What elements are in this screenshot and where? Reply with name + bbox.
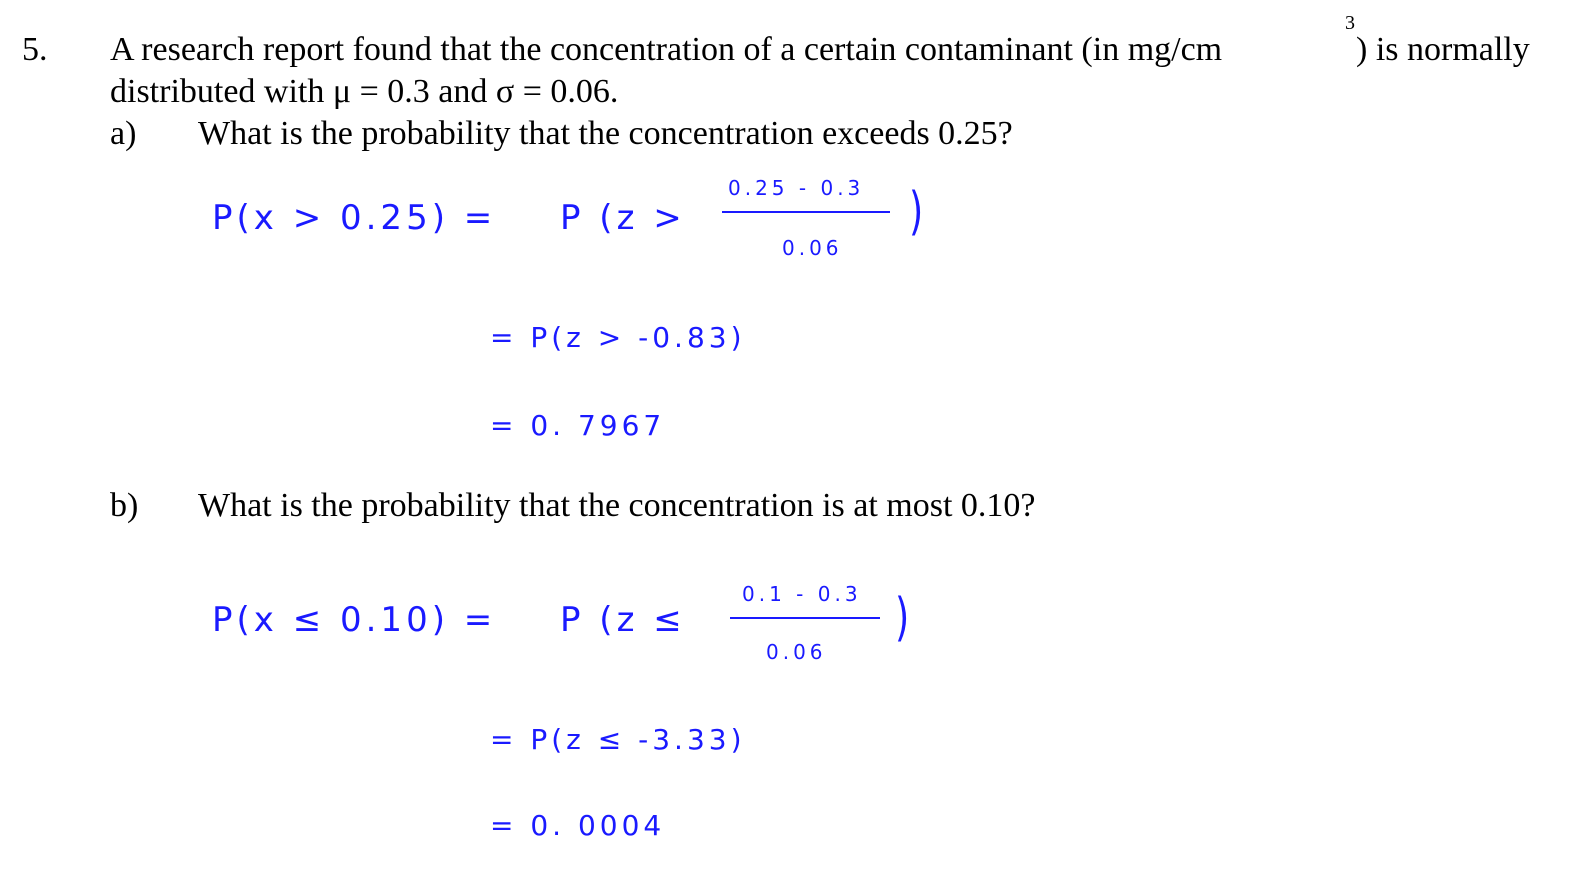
part-a-denominator: 0.06 <box>782 236 843 260</box>
part-b-close-paren: ) <box>895 588 910 648</box>
part-a-label: a) <box>110 115 137 152</box>
problem-number: 5. <box>22 31 48 68</box>
part-b-fraction-bar <box>730 617 880 619</box>
part-b-numerator: 0.1 - 0.3 <box>742 582 862 606</box>
part-a-fraction-bar <box>722 211 890 213</box>
part-b-step2: = P(z ≤ -3.33) <box>490 723 746 756</box>
part-a-numerator: 0.25 - 0.3 <box>728 176 865 200</box>
part-b-lhs: P(x ≤ 0.10) = <box>212 600 497 640</box>
unit-exponent: 3 <box>1345 12 1355 34</box>
part-b-rhs-prefix: P (z ≤ <box>560 600 686 640</box>
problem-text-line2: distributed with μ = 0.3 and σ = 0.06. <box>110 73 619 110</box>
part-a-step3: = 0. 7967 <box>490 409 666 442</box>
part-b-label: b) <box>110 487 139 524</box>
part-a-step2: = P(z > -0.83) <box>490 321 746 354</box>
part-b-question: What is the probability that the concentration is at most 0.10? <box>198 487 1036 524</box>
part-b-step3: = 0. 0004 <box>490 809 666 842</box>
part-a-rhs-prefix: P (z > <box>560 198 686 238</box>
part-a-close-paren: ) <box>909 182 924 242</box>
part-b-denominator: 0.06 <box>766 640 827 664</box>
part-a-question: What is the probability that the concentration exceeds 0.25? <box>198 115 1013 152</box>
problem-text-line1a: A research report found that the concentration of a certain contaminant (in mg/cm <box>110 31 1223 68</box>
problem-text-line1b: ) is normally <box>1356 31 1530 68</box>
part-a-lhs: P(x > 0.25) = <box>212 198 497 238</box>
